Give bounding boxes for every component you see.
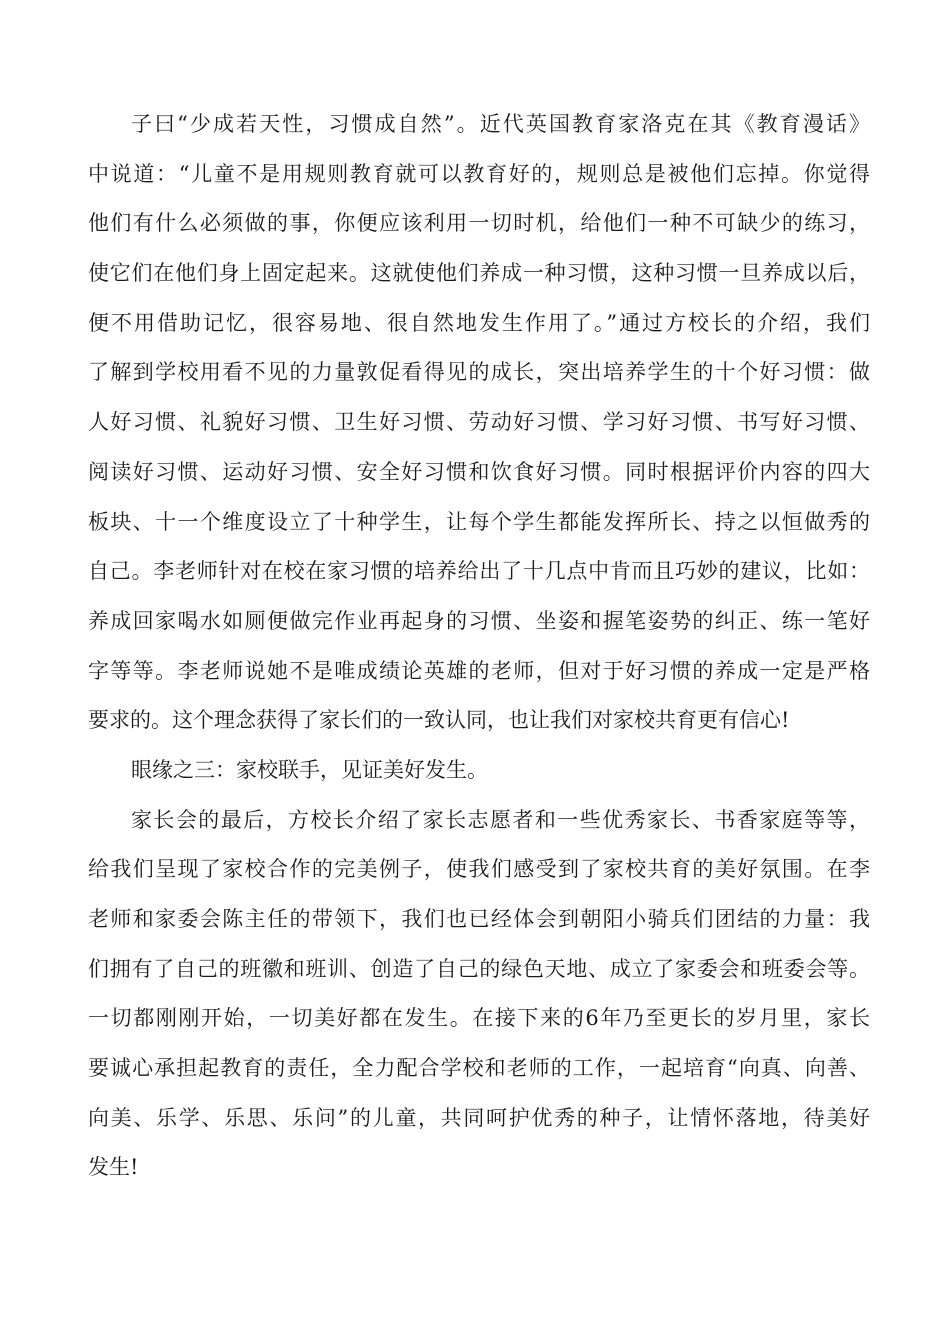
paragraph-line: 板块、十一个维度设立了十种学生，让每个学生都能发挥所长、持之以恒做秀的 — [88, 509, 870, 534]
paragraph-line: 便不用借助记忆，很容易地、很自然地发生作用了。”通过方校长的介绍，我们 — [88, 310, 870, 335]
paragraph-line: 字等等。李老师说她不是唯成绩论英雄的老师，但对于好习惯的养成一定是严格 — [88, 658, 870, 683]
paragraph-line: 向美、乐学、乐思、乐问”的儿童，共同呵护优秀的种子，让情怀落地，待美好 — [88, 1105, 870, 1130]
paragraph-line: 给我们呈现了家校合作的完美例子，使我们感受到了家校共育的美好氛围。在李 — [88, 857, 870, 882]
paragraph-line: 中说道：“儿童不是用规则教育就可以教育好的，规则总是被他们忘掉。你觉得 — [88, 161, 870, 186]
paragraph-line: 们拥有了自己的班徽和班训、创造了自己的绿色天地、成立了家委会和班委会等。 — [88, 956, 870, 981]
paragraph-line: 养成回家喝水如厕便做完作业再起身的习惯、坐姿和握笔姿势的纠正、练一笔好 — [88, 608, 870, 633]
paragraph-line: 发生! — [88, 1155, 139, 1180]
paragraph-line: 自己。李老师针对在校在家习惯的培养给出了十几点中肯而且巧妙的建议，比如： — [88, 559, 870, 584]
paragraph-line: 子曰“少成若天性，习惯成自然”。近代英国教育家洛克在其《教育漫话》 — [131, 112, 870, 136]
paragraph-line: 家长会的最后，方校长介绍了家长志愿者和一些优秀家长、书香家庭等等， — [131, 807, 870, 832]
paragraph-line: 要求的。这个理念获得了家长们的一致认同，也让我们对家校共育更有信心! — [88, 708, 790, 733]
body-text — [88, 100, 870, 1193]
paragraph-line: 要诚心承担起教育的责任，全力配合学校和老师的工作，一起培育“向真、向善、 — [88, 1056, 870, 1081]
paragraph-line: 他们有什么必须做的事，你便应该利用一切时机，给他们一种不可缺少的练习， — [88, 211, 870, 236]
section-heading: 眼缘之三：家校联手，见证美好发生。 — [131, 757, 488, 782]
paragraph-line: 使它们在他们身上固定起来。这就使他们养成一种习惯，这种习惯一旦养成以后， — [88, 261, 870, 286]
paragraph-line: 一切都刚刚开始，一切美好都在发生。在接下来的6年乃至更长的岁月里，家长 — [88, 1006, 870, 1031]
paragraph-line: 了解到学校用看不见的力量敦促看得见的成长，突出培养学生的十个好习惯：做 — [88, 360, 870, 385]
paragraph-line: 人好习惯、礼貌好习惯、卫生好习惯、劳动好习惯、学习好习惯、书写好习惯、 — [88, 410, 870, 435]
paragraph-line: 老师和家委会陈主任的带领下，我们也已经体会到朝阳小骑兵们团结的力量：我 — [88, 907, 870, 931]
paragraph-line: 阅读好习惯、运动好习惯、安全好习惯和饮食好习惯。同时根据评价内容的四大 — [88, 459, 870, 484]
